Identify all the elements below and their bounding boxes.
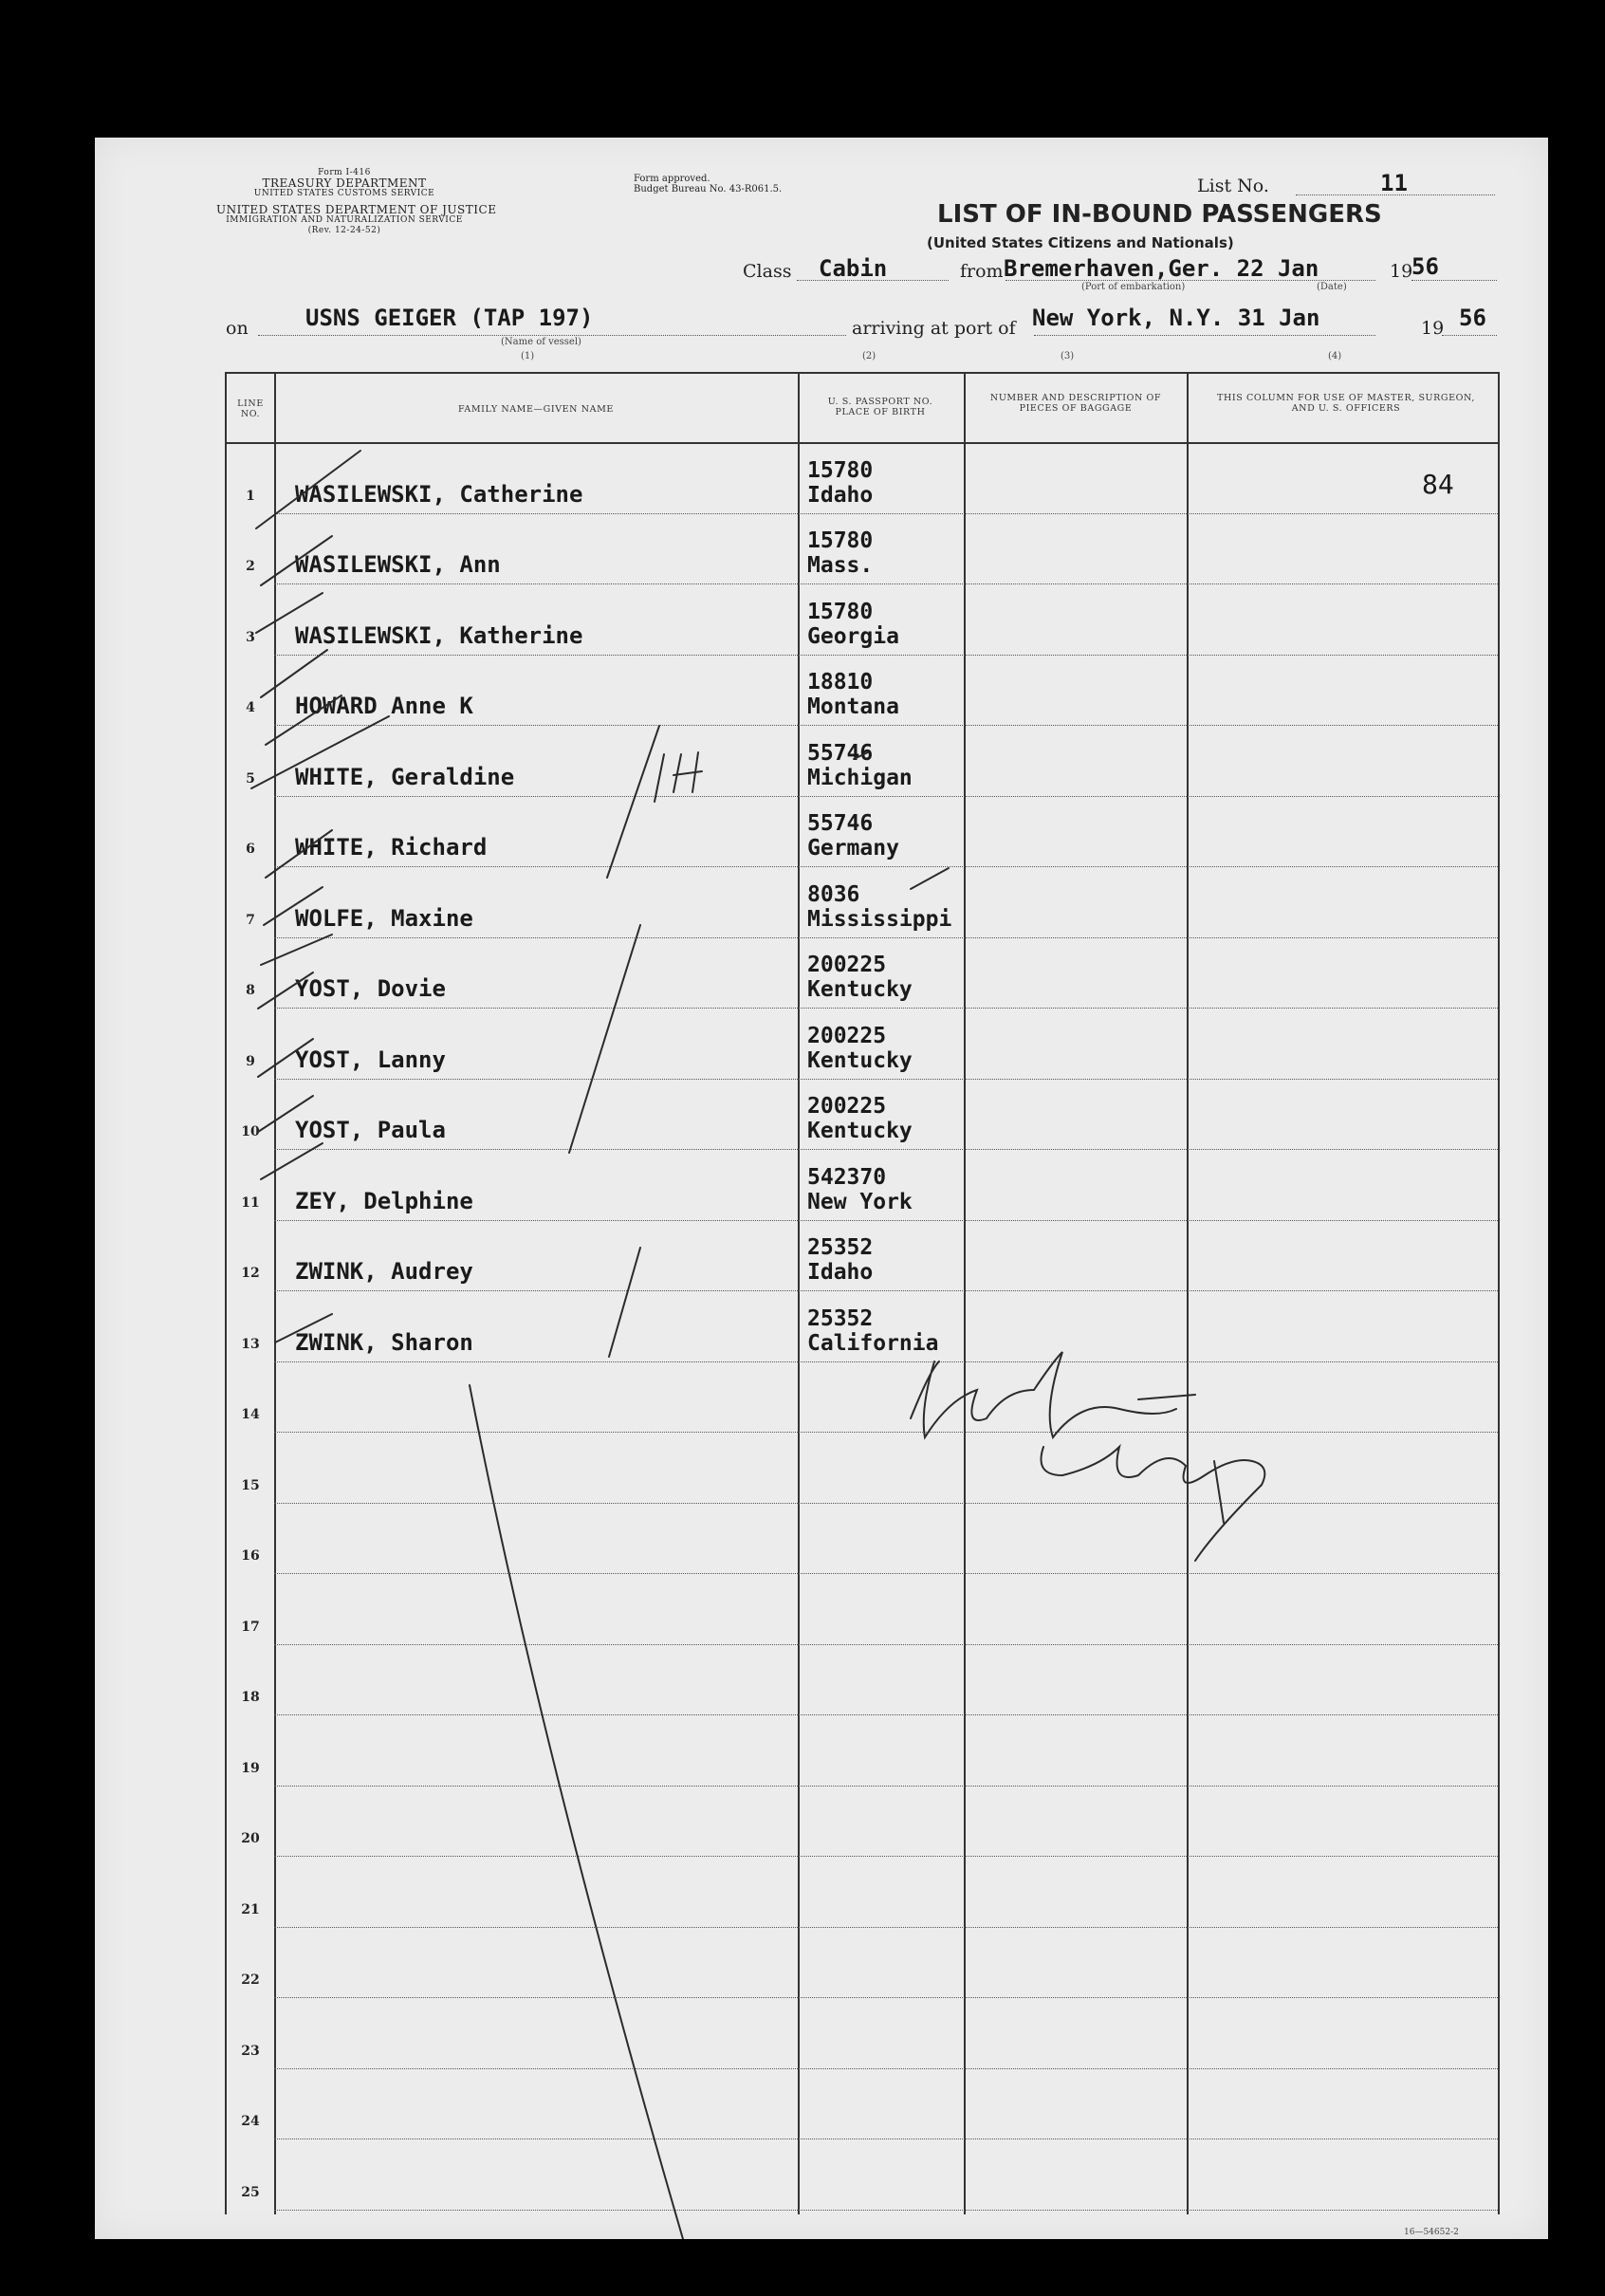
header-line-no: LINE NO. (237, 398, 264, 419)
passenger-name: WASILEWSKI, Ann (295, 551, 501, 578)
budget-bureau-text: Budget Bureau No. 43-R061.5. (634, 184, 783, 194)
line-number: 9 (246, 1053, 255, 1069)
passport-number: 200225 (807, 953, 887, 977)
form-approved-text: Form approved. (634, 174, 710, 184)
line-number: 11 (241, 1194, 260, 1211)
passenger-manifest-page (95, 138, 1548, 2239)
year2-value: 56 (1459, 305, 1486, 331)
arrival-port-value: New York, N.Y. 31 Jan (1032, 305, 1320, 331)
year1-prefix: 19 (1390, 261, 1413, 282)
passenger-name: YOST, Dovie (295, 975, 446, 1002)
on-label: on (226, 318, 249, 339)
place-of-birth: Kentucky (807, 977, 913, 1002)
passenger-name: WASILEWSKI, Katherine (295, 621, 583, 649)
class-label: Class (743, 261, 792, 282)
passport-number: 18810 (807, 670, 874, 694)
line-number: 19 (241, 1760, 260, 1776)
passport-number: 15780 (807, 457, 874, 483)
line-number: 12 (241, 1266, 260, 1281)
vessel-name: USNS GEIGER (TAP 197) (305, 305, 594, 331)
header-name: FAMILY NAME—GIVEN NAME (458, 404, 614, 415)
passport-number: 25352 (807, 1235, 874, 1260)
passport-number: 15780 (807, 599, 874, 624)
line-number: 18 (241, 1690, 260, 1705)
list-title: LIST OF IN-BOUND PASSENGERS (937, 200, 1382, 229)
line-number: 22 (241, 1972, 260, 1988)
handwritten-marks (95, 138, 1548, 2239)
line-number: 8 (246, 983, 255, 998)
place-of-birth: Michigan (807, 765, 913, 790)
passport-number: 542370 (807, 1164, 887, 1190)
header-officers: THIS COLUMN FOR USE OF MASTER, SURGEON, AND U. S. OFFICERS (1217, 393, 1475, 414)
line-number: 7 (246, 912, 255, 928)
passenger-name: WOLFE, Maxine (295, 904, 473, 932)
line-number: 3 (246, 629, 255, 645)
line-number: 6 (246, 842, 255, 857)
arriving-label: arriving at port of (852, 318, 1016, 339)
caption-3: (3) (1061, 351, 1075, 361)
line-number: 20 (241, 1831, 260, 1846)
immigration-service: IMMIGRATION AND NATURALIZATION SERVICE (226, 215, 463, 225)
line-number: 5 (246, 770, 255, 787)
passport-number: 8036 (807, 881, 860, 907)
caption-2: (2) (862, 351, 876, 361)
passport-number: 55746 (807, 740, 874, 766)
place-of-birth: Idaho (807, 1260, 874, 1285)
line-number: 13 (241, 1336, 260, 1352)
place-of-birth: California (807, 1330, 939, 1356)
form-number: Form I-416 (318, 168, 371, 177)
year1-value: 56 (1411, 253, 1439, 280)
place-of-birth: Kentucky (807, 1047, 913, 1073)
year2-prefix: 19 (1421, 318, 1445, 339)
line-number: 21 (241, 1901, 260, 1917)
place-of-birth: Germany (807, 836, 899, 861)
line-number: 2 (246, 559, 255, 574)
place-of-birth: Mass. (807, 553, 874, 578)
treasury-department: TREASURY DEPARTMENT (262, 176, 427, 190)
place-of-birth: Georgia (807, 623, 899, 649)
place-of-birth: Kentucky (807, 1119, 913, 1143)
class-value: Cabin (819, 255, 888, 282)
date-caption: (Date) (1317, 282, 1347, 292)
vessel-caption: (Name of vessel) (501, 337, 581, 347)
line-number: 15 (241, 1477, 260, 1493)
line-number: 17 (241, 1619, 260, 1635)
line-number: 24 (241, 2114, 260, 2129)
passenger-name: HOWARD Anne K (295, 693, 473, 719)
passport-number: 55746 (807, 811, 874, 836)
passport-number: 25352 (807, 1305, 874, 1331)
justice-department: UNITED STATES DEPARTMENT OF JUSTICE (216, 203, 497, 216)
form-print-code: 16—54652-2 (1404, 2228, 1459, 2237)
embarkation-value: Bremerhaven,Ger. 22 Jan (1004, 255, 1319, 282)
place-of-birth: Idaho (807, 482, 874, 508)
passport-number: 200225 (807, 1094, 887, 1119)
line-number: 1 (246, 488, 255, 504)
caption-4: (4) (1328, 351, 1342, 361)
passenger-name: YOST, Lanny (295, 1046, 446, 1073)
passport-number: 200225 (807, 1023, 887, 1048)
passenger-name: YOST, Paula (295, 1117, 446, 1143)
from-label: from (960, 261, 1004, 282)
list-number-label: List No. (1197, 176, 1269, 196)
line-number: 25 (241, 2184, 260, 2200)
passenger-name: ZWINK, Audrey (295, 1258, 473, 1285)
passenger-name: ZEY, Delphine (295, 1187, 473, 1214)
passenger-name: WHITE, Richard (295, 834, 488, 861)
line-number: 10 (241, 1124, 260, 1139)
revision-date: (Rev. 12-24-52) (307, 226, 381, 235)
port-caption: (Port of embarkation) (1081, 282, 1186, 292)
line-number: 14 (241, 1407, 260, 1422)
passport-number: 15780 (807, 528, 874, 553)
officer-annotation: 84 (1422, 469, 1454, 500)
caption-1: (1) (521, 351, 535, 361)
line-number: 4 (246, 700, 255, 715)
passenger-name: ZWINK, Sharon (295, 1328, 473, 1356)
list-number-value: 11 (1380, 170, 1408, 196)
passenger-name: WASILEWSKI, Catherine (295, 480, 583, 508)
place-of-birth: New York (807, 1189, 913, 1214)
customs-service: UNITED STATES CUSTOMS SERVICE (253, 189, 435, 198)
passenger-name: WHITE, Geraldine (295, 763, 515, 790)
list-subtitle: (United States Citizens and Nationals) (927, 234, 1234, 251)
line-number: 23 (241, 2043, 260, 2059)
place-of-birth: Mississippi (807, 906, 952, 932)
header-passport: U. S. PASSPORT NO. PLACE OF BIRTH (827, 397, 933, 417)
line-number: 16 (241, 1548, 260, 1564)
header-baggage: NUMBER AND DESCRIPTION OF PIECES OF BAGGAGE (989, 393, 1162, 414)
place-of-birth: Montana (807, 694, 899, 719)
